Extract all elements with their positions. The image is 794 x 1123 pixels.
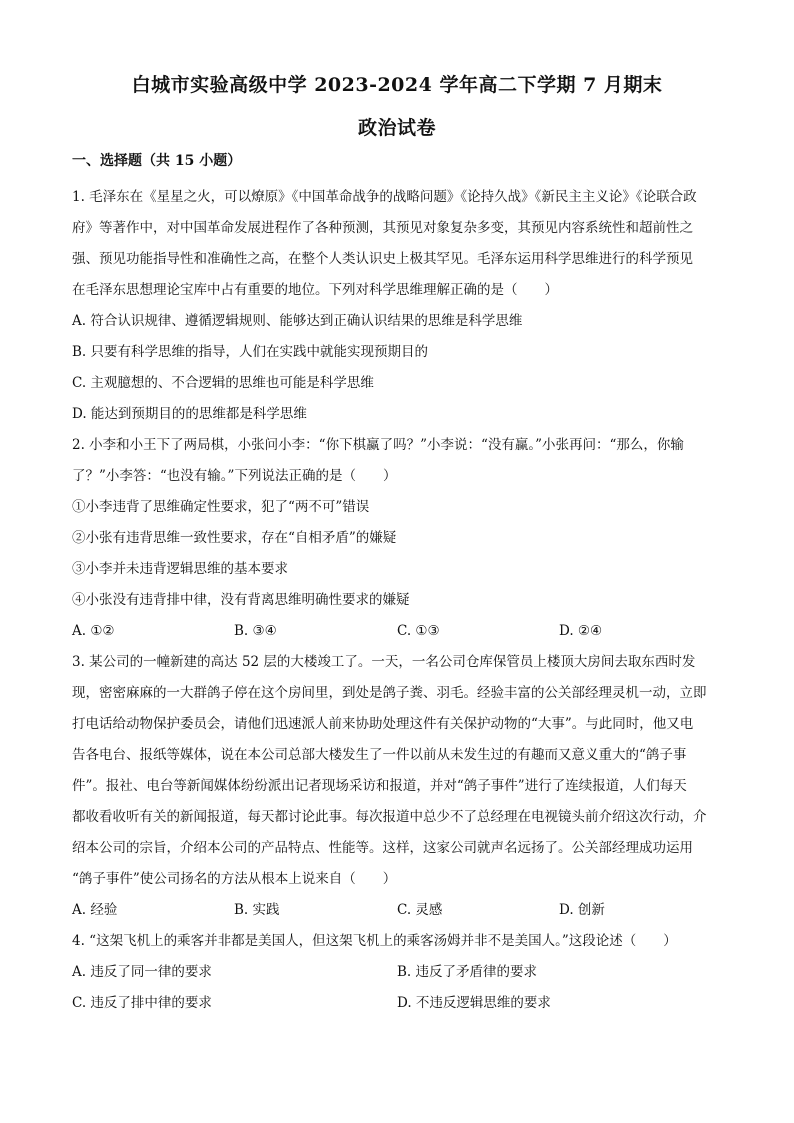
option-c: C. 主观臆想的、不合逻辑的思维也可能是科学思维 (72, 375, 374, 391)
question-stem-line: 2. 小李和小王下了两局棋，小张问小李：“你下棋赢了吗？”小李说：“没有赢。”小张再问：“那么，你输 (72, 437, 684, 453)
question-stem-line: 在毛泽东思想理论宝库中占有重要的地位。下列对科学思维理解正确的是（ ） (72, 282, 558, 298)
options-row (72, 616, 724, 647)
statement-2: ②小张有违背思维一致性要求，存在“自相矛盾”的嫌疑 (72, 530, 397, 546)
exam-title: 白城市实验高级中学 2023-2024 学年高二下学期 7 月期末 (131, 74, 663, 96)
option-a: A. 符合认识规律、遵循逻辑规则、能够达到正确认识结果的思维是科学思维 (72, 313, 523, 329)
section-heading: 一、选择题（共 15 小题） (72, 153, 242, 169)
options-row (72, 895, 724, 926)
option-d: D. 创新 (559, 902, 605, 918)
question-stem-line: 4. “这架飞机上的乘客并非都是美国人，但这架飞机上的乘客汤姆并非不是美国人。”这段论述（ ） (72, 933, 677, 949)
question-stem-line: 都收看收听有关的新闻报道，每天都讨论此事。每次报道中总少不了总经理在电视镜头前介绍这次行动，介 (72, 809, 707, 825)
exam-subject-title: 政治试卷 (357, 117, 436, 139)
option-b: B. 违反了矛盾律的要求 (397, 964, 538, 980)
option-a: A. ①② (72, 623, 115, 639)
question-2 (72, 430, 724, 647)
question-stem-line: 府》等著作中，对中国革命发展进程作了各种预测，其预见对象复杂多变，其预见内容系统性和超前性之 (72, 220, 693, 236)
option-d: D. 能达到预期目的的思维都是科学思维 (72, 406, 307, 422)
question-stem-line: 1. 毛泽东在《星星之火，可以燎原》《中国革命战争的战略问题》《论持久战》《新民主主义论》《论联合政 (72, 189, 697, 205)
option-b: B. 实践 (234, 902, 280, 918)
question-stem-line: 绍本公司的宗旨，介绍本公司的产品特点、性能等。这样，这家公司就声名远扬了。公关部经理成功运用 (72, 840, 693, 856)
question-1 (72, 182, 724, 430)
option-c: C. ①③ (397, 623, 440, 639)
question-stem-line: 了？”小李答：“也没有输。”下列说法正确的是（ ） (72, 468, 397, 484)
question-stem-line: 件”。报社、电台等新闻媒体纷纷派出记者现场采访和报道，并对“鸽子事件”进行了连续报道，人们每天 (72, 778, 687, 794)
statement-3: ③小李并未违背逻辑思维的基本要求 (72, 561, 288, 577)
question-stem-line: 告各电台、报纸等媒体，说在本公司总部大楼发生了一件以前从未发生过的有趣而又意义重大的“鸽子事 (72, 747, 687, 763)
option-c: C. 违反了排中律的要求 (72, 995, 212, 1011)
question-stem-line: 强、预见功能指导性和准确性之高，在整个人类认识史上极其罕见。毛泽东运用科学思维进行的科学预见 (72, 251, 693, 267)
question-stem-line: 现，密密麻麻的一大群鸽子停在这个房间里，到处是鸽子粪、羽毛。经验丰富的公关部经理灵机一动，立即 (72, 685, 707, 701)
option-d: D. 不违反逻辑思维的要求 (397, 995, 551, 1011)
statement-4: ④小张没有违背排中律，没有背离思维明确性要求的嫌疑 (72, 592, 410, 608)
options-row (72, 957, 724, 988)
question-4 (72, 926, 724, 1019)
question-stem-line: 3. 某公司的一幢新建的高达 52 层的大楼竣工了。一天，一名公司仓库保管员上楼顶大房间去取东西时发 (72, 654, 696, 670)
options-row (72, 988, 724, 1019)
option-c: C. 灵感 (397, 902, 443, 918)
question-3 (72, 647, 724, 926)
option-d: D. ②④ (559, 623, 603, 639)
question-stem-line: 打电话给动物保护委员会，请他们迅速派人前来协助处理这件有关保护动物的“大事”。与此同时，他又电 (72, 716, 694, 732)
statement-1: ①小李违背了思维确定性要求，犯了“两不可”错误 (72, 499, 370, 515)
option-a: A. 违反了同一律的要求 (72, 964, 212, 980)
questions-area (72, 182, 724, 1019)
option-b: B. 只要有科学思维的指导，人们在实践中就能实现预期目的 (72, 344, 429, 360)
option-b: B. ③④ (234, 623, 277, 639)
option-a: A. 经验 (72, 902, 118, 918)
question-stem-line: “鸽子事件”使公司扬名的方法从根本上说来自（ ） (72, 871, 397, 887)
